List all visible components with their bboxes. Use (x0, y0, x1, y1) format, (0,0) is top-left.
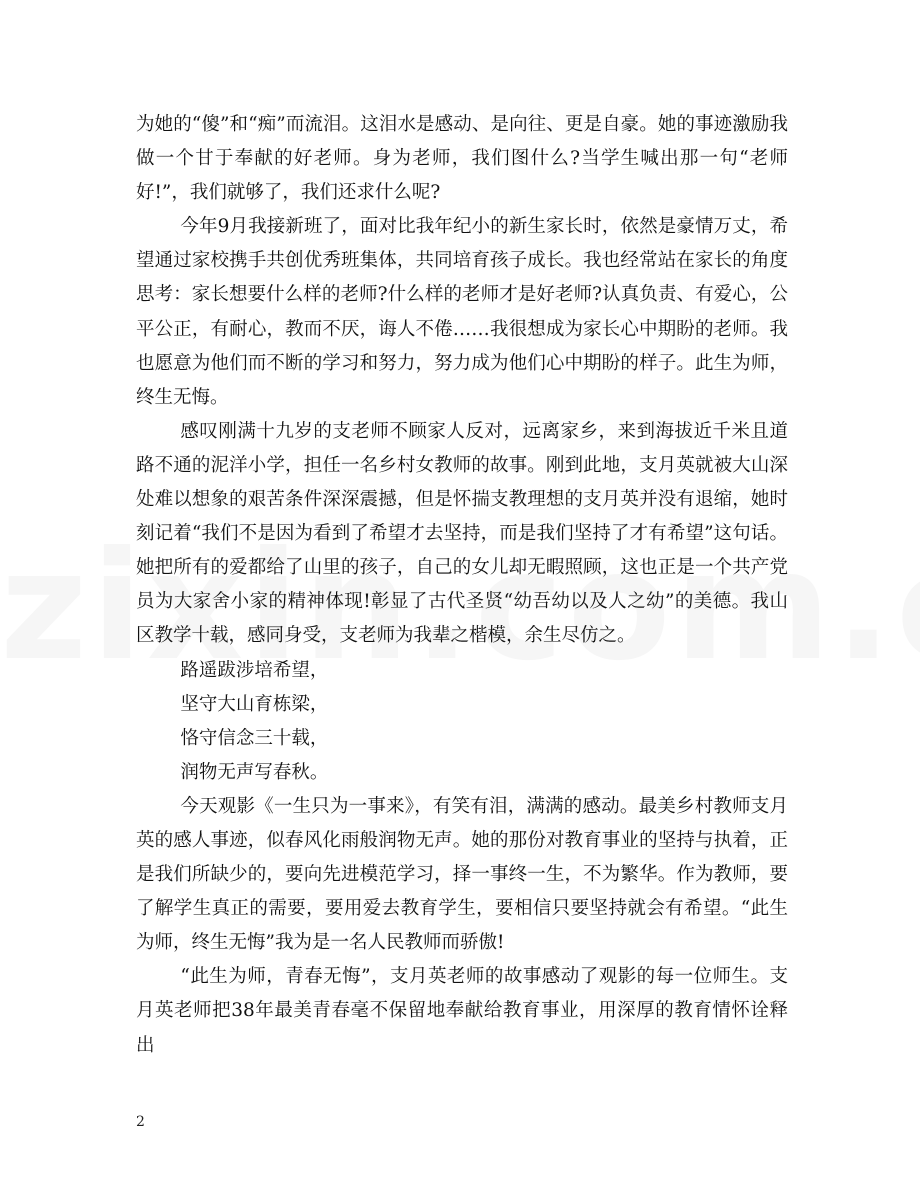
document-body (136, 108, 788, 1063)
page-number: 2 (136, 1114, 145, 1130)
poem-line: 润物无声写春秋。 (180, 761, 329, 783)
paragraph: 今年9月我接新班了，面对比我年纪小的新生家长时，依然是豪情万丈，希望通过家校携手共创优秀班集体，共同培育孩子成长。我也经常站在家长的角度思考：家长想要什么样的老师?什么样的老师才是好老师?认真负责、有爱心，公平公正，有耐心，教而不厌，诲人不倦……我很想成为家长心中期盼的老师。我也愿意为他们而不断的学习和努力，努力成为他们心中期盼的样子。此生为师，终生无悔。 (136, 216, 788, 408)
poem-line: 坚守大山育栋梁， (180, 693, 329, 715)
paragraph: 今天观影《一生只为一事来》，有笑有泪，满满的感动。最美乡村教师支月英的感人事迹，似春风化雨般润物无声。她的那份对教育事业的坚持与执着，正是我们所缺少的，要向先进模范学习，择一事终一生，不为繁华。作为教师，要了解学生真正的需要，要用爱去教育学生，要相信只要坚持就会有希望。“此生为师，终生无悔”我为是一名人民教师而骄傲! (136, 795, 788, 954)
paragraph: “此生为师，青春无悔”，支月英老师的故事感动了观影的每一位师生。支月英老师把38年最美青春毫不保留地奉献给教育事业，用深厚的教育情怀诠释出 (136, 966, 788, 1056)
poem-line: 恪守信念三十载， (180, 727, 329, 749)
paragraph: 为她的“傻”和“痴”而流泪。这泪水是感动、是向往、更是自豪。她的事迹激励我做一个甘于奉献的好老师。身为老师，我们图什么?当学生喊出那一句“老师好!”，我们就够了，我们还求什么呢? (136, 114, 788, 204)
poem (136, 654, 788, 790)
poem-line: 路遥跋涉培希望， (180, 659, 329, 681)
paragraph: 感叹刚满十九岁的支老师不顾家人反对，远离家乡，来到海拔近千米且道路不通的泥洋小学，担任一名乡村女教师的故事。刚到此地，支月英就被大山深处难以想象的艰苦条件深深震撼，但是怀揣支教理想的支月英并没有退缩，她时刻记着“我们不是因为看到了希望才去坚持，而是我们坚持了才有希望”这句话。她把所有的爱都给了山里的孩子，自己的女儿却无暇照顾，这也正是一个共产党员为大家舍小家的精神体现!彰显了古代圣贤“幼吾幼以及人之幼”的美德。我山区教学十载，感同身受，支老师为我辈之楷模，余生尽仿之。 (136, 420, 788, 647)
